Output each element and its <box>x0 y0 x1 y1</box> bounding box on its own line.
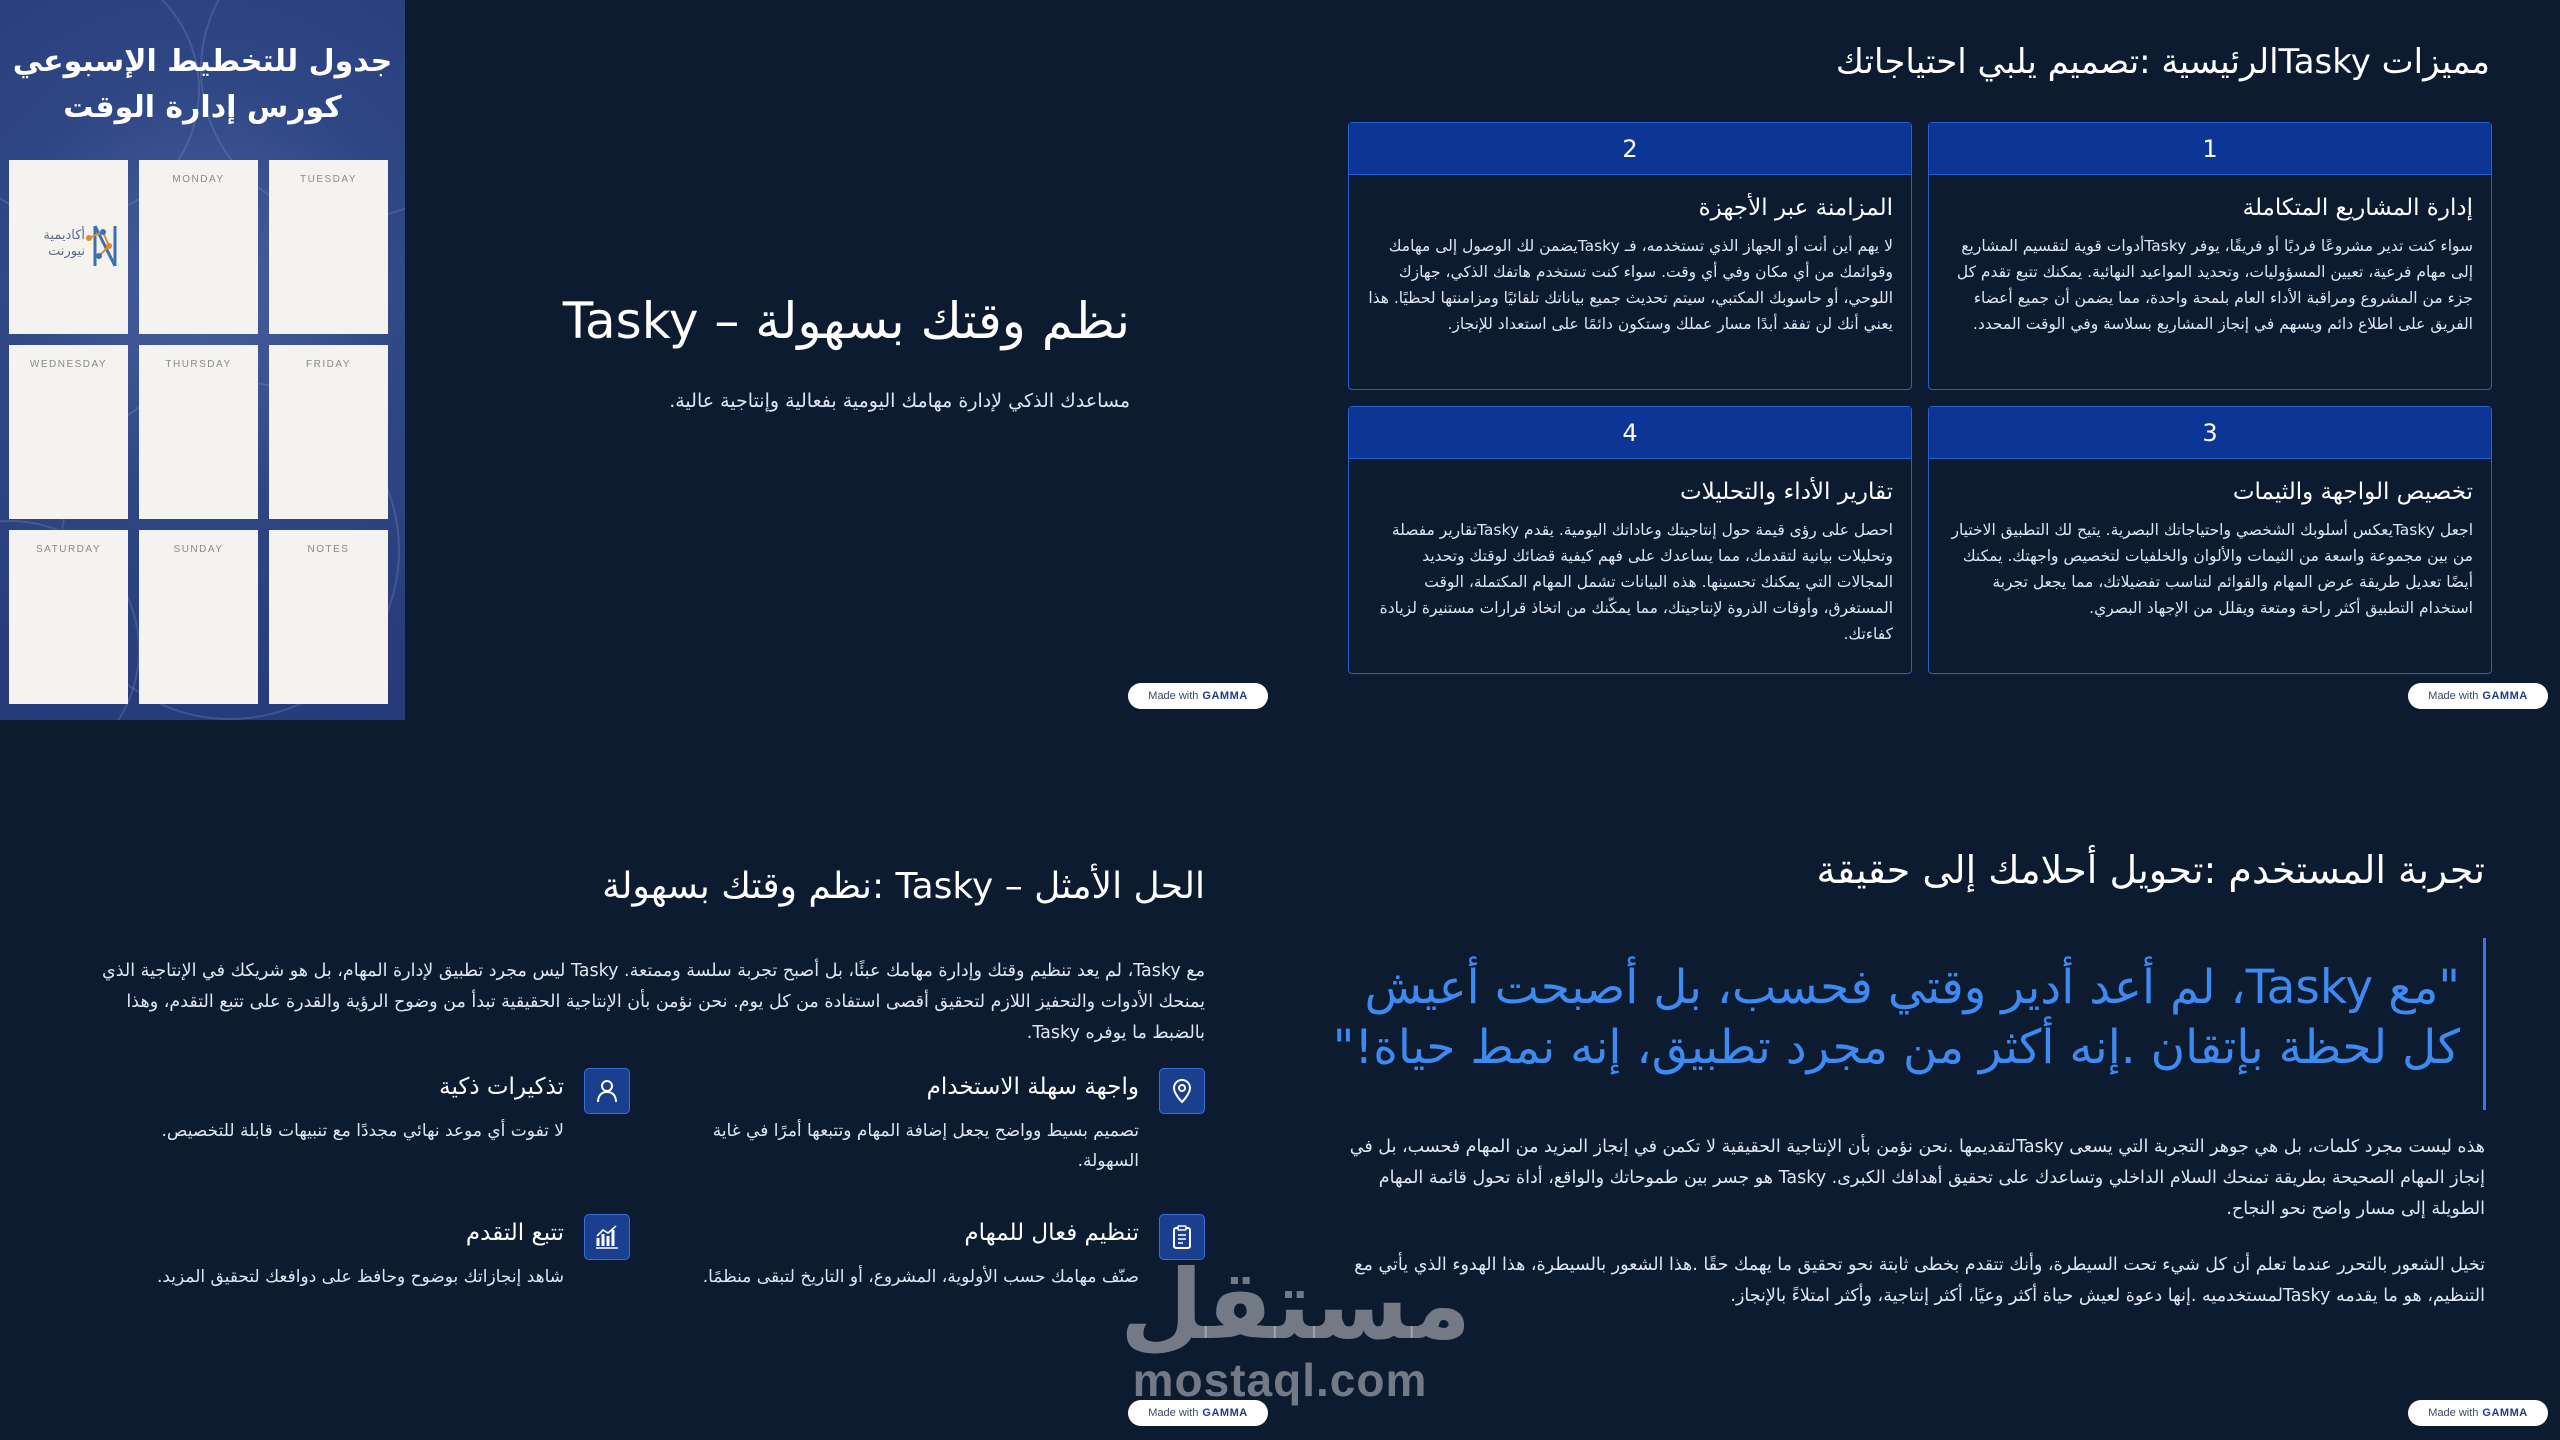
planner-day-cell <box>269 160 388 334</box>
card-title: تقارير الأداء والتحليلات <box>1679 479 1893 505</box>
gamma-badge-prefix: Made with <box>1148 1407 1199 1419</box>
gamma-badge-prefix: Made with <box>2428 1407 2479 1419</box>
slide-solution <box>0 720 1280 1440</box>
planner-day-cell <box>269 345 388 519</box>
planner-title-line1: جدول للتخطيط الإسبوعي <box>12 44 393 79</box>
quote-accent-bar <box>2483 938 2486 1110</box>
day-label: TUESDAY <box>300 174 357 185</box>
solution-intro: مع Tasky، لم يعد تنظيم وقتك وإدارة مهامك عبئًا، بل أصبح تجربة سلسة وممتعة. Tasky ليس مجرد تطبيق لإدارة المهام، بل هو شريكك في الإنتاجية الذي يمنحك الأدوات والتحفيز اللازم لتحقيق أقصى استفادة من كل يوم. نحن نؤمن بأن الإنتاجية الحقيقية تبدأ من وضوح الرؤية والقدرة على تتبع التقدم، وهذا بالضبط ما يوفره Tasky. <box>102 961 1205 1043</box>
planner-day-cell <box>9 530 128 704</box>
progress-chart-icon <box>584 1214 630 1260</box>
feature-body: تصميم بسيط وواضح يجعل إضافة المهام وتتبعها أمرًا في غاية السهولة. <box>712 1121 1139 1171</box>
card-number: 4 <box>1349 407 1911 459</box>
card-body: اجعل Taskyيعكس أسلوبك الشخصي واحتياجاتك البصرية. يتيح لك التطبيق الاختيار من بين مجموعة واسعة من الثيمات والألوان والخلفيات لتخصيص واجهتك. يمكنك أيضًا تعديل طريقة عرض المهام والقوائم لتناسب تفضيلاتك، مما يجعل تجربة استخدام التطبيق أكثر راحة ومتعة ويقلل من الإجهاد البصري. <box>1951 521 2473 617</box>
planner-logo-cell <box>9 160 128 334</box>
ux-paragraph-1: هذه ليست مجرد كلمات، بل هي جوهر التجربة التي يسعى Taskyلتقديمها .نحن نؤمن بأن الإنتاجية الحقيقية لا تكمن في إنجاز المزيد من المهام فحسب، بل في إنجاز المهام الصحيحة بطريقة تمنحك السلام الداخلي وتساعدك على تحقيق أهدافك الكبرى. Tasky هو جسر بين طموحاتك والواقع، أداة تحول قائمة المهام الطويلة إلى مسار واضح نحو النجاح. <box>1349 1137 2485 1219</box>
academy-logo-text: أكاديمية نيورنت <box>43 228 85 259</box>
planner-day-cell <box>139 530 258 704</box>
gamma-badge-brand: GAMMA <box>2482 1407 2528 1419</box>
feature-card <box>1348 122 1912 390</box>
user-icon <box>584 1068 630 1114</box>
planner-day-cell <box>9 345 128 519</box>
card-body: احصل على رؤى قيمة حول إنتاجيتك وعاداتك اليومية. يقدم Taskyتقارير مفصلة وتحليلات بيانية لتقدمك، مما يساعدك على فهم كيفية قضائك لوقتك وتحديد المجالات التي يمكنك تحسينها. هذه البيانات تشمل المهام المكتملة، الوقت المستغرق، وأوقات الذروة لإنتاجيتك، مما يمكّنك من اتخاذ قرارات مستنيرة لزيادة كفاءتك. <box>1379 521 1893 643</box>
card-body: سواء كنت تدير مشروعًا فرديًا أو فريقًا، يوفر Taskyأدوات قوية لتقسيم المشاريع إلى مهام فرعية، تعيين المسؤوليات، وتحديد المواعيد النهائية. يمكنك تتبع تقدم كل جزء من المشروع ومراقبة الأداء العام بلمحة واحدة، مما يضمن أن جميع أعضاء الفريق على اطلاع دائم ويسهم في إنجاز المشاريع بسلاسة وفي الوقت المحدد. <box>1956 237 2473 333</box>
features-title: مميزات Taskyالرئيسية :تصميم يلبي احتياجاتك <box>1835 42 2490 82</box>
card-number: 2 <box>1349 123 1911 175</box>
hero-subtitle: مساعدك الذكي لإدارة مهامك اليومية بفعالية وإنتاجية عالية. <box>669 390 1130 412</box>
feature-item <box>100 1214 630 1294</box>
planner-day-grid <box>9 160 391 704</box>
day-label: NOTES <box>307 544 350 555</box>
feature-card <box>1928 122 2492 390</box>
gamma-badge-brand: GAMMA <box>1202 690 1248 702</box>
day-label: FRIDAY <box>306 359 351 370</box>
planner-notes-cell <box>269 530 388 704</box>
day-label: SATURDAY <box>36 544 101 555</box>
day-label: SUNDAY <box>173 544 224 555</box>
gamma-badge-prefix: Made with <box>2428 690 2479 702</box>
card-title: إدارة المشاريع المتكاملة <box>2242 195 2473 221</box>
feature-title: تذكيرات ذكية <box>439 1074 564 1100</box>
weekly-planner-thumbnail <box>0 0 405 720</box>
feature-card <box>1348 406 1912 674</box>
watermark-arabic: مستقل <box>1120 1249 1472 1361</box>
day-label: MONDAY <box>172 174 225 185</box>
watermark-latin: mostaql.com <box>1132 1354 1428 1406</box>
gamma-badge-brand: GAMMA <box>2482 690 2528 702</box>
feature-item <box>100 1068 630 1178</box>
card-number: 3 <box>1929 407 2491 459</box>
day-label: THURSDAY <box>165 359 232 370</box>
hero-title: نظم وقتك بسهولة – Tasky <box>562 292 1130 350</box>
mostaql-watermark <box>1120 1249 1472 1415</box>
feature-body: صنّف مهامك حسب الأولوية، المشروع، أو التاريخ لتبقى منظمًا. <box>702 1267 1139 1287</box>
slide-features <box>1280 0 2560 720</box>
slide-hero <box>405 0 1280 720</box>
feature-title: تتبع التقدم <box>465 1220 564 1246</box>
gamma-badge-prefix: Made with <box>1148 690 1199 702</box>
feature-title: واجهة سهلة الاستخدام <box>926 1074 1139 1100</box>
card-number: 1 <box>1929 123 2491 175</box>
made-with-gamma-badge[interactable] <box>2408 1400 2548 1426</box>
card-title: المزامنة عبر الأجهزة <box>1698 195 1893 221</box>
planner-day-cell <box>139 160 258 334</box>
feature-body: لا تفوت أي موعد نهائي مجددًا مع تنبيهات قابلة للتخصيص. <box>161 1121 564 1141</box>
card-title: تخصيص الواجهة والثيمات <box>2232 479 2473 505</box>
made-with-gamma-badge[interactable] <box>2408 683 2548 709</box>
solution-title: الحل الأمثل – Tasky :نظم وقتك بسهولة <box>602 866 1205 907</box>
made-with-gamma-badge[interactable] <box>1128 683 1268 709</box>
slide-user-experience <box>1280 720 2560 1440</box>
testimonial-quote: "مع Tasky، لم أعد أدير وقتي فحسب، بل أصبحت أعيش كل لحظة بإتقان .إنه أكثر من مجرد تطبيق، إنه نمط حياة!" <box>1332 960 2460 1075</box>
ux-title: تجربة المستخدم :تحويل أحلامك إلى حقيقة <box>1816 848 2485 892</box>
card-body: لا يهم أين أنت أو الجهاز الذي تستخدمه، فـ Taskyيضمن لك الوصول إلى مهامك وقوائمك من أي مكان وفي أي وقت. سواء كنت تستخدم هاتفك الذكي، جهازك اللوحي، أو حاسوبك المكتبي، سيتم تحديث جميع بياناتك تلقائيًا ومزامنتها لحظيًا. هذا يعني أنك لن تفقد أبدًا مسار عملك وستكون دائمًا على استعداد للإنجاز. <box>1368 237 1893 333</box>
feature-title: تنظيم فعال للمهام <box>964 1220 1139 1246</box>
feature-body: شاهد إنجازاتك بوضوح وحافظ على دوافعك لتحقيق المزيد. <box>156 1267 564 1287</box>
feature-card <box>1928 406 2492 674</box>
planner-title-line2: كورس إدارة الوقت <box>63 90 342 125</box>
location-pin-icon <box>1159 1068 1205 1114</box>
feature-item <box>675 1068 1205 1178</box>
ux-paragraph-2: تخيل الشعور بالتحرر عندما تعلم أن كل شيء تحت السيطرة، وأنك تتقدم بخطى ثابتة نحو تحقيق ما يهمك حقًا .هذا الشعور بالسيطرة، هذا الهدوء الذي يأتي مع التنظيم، هو ما يقدمه Taskyلمستخدميه .إنها دعوة لعيش حياة أكثر وعيًا، أكثر إنتاجية، وأكثر امتلاءً بالإنجاز. <box>1354 1255 2485 1306</box>
gamma-badge-brand: GAMMA <box>1202 1407 1248 1419</box>
planner-day-cell <box>139 345 258 519</box>
day-label: WEDNESDAY <box>29 359 108 370</box>
